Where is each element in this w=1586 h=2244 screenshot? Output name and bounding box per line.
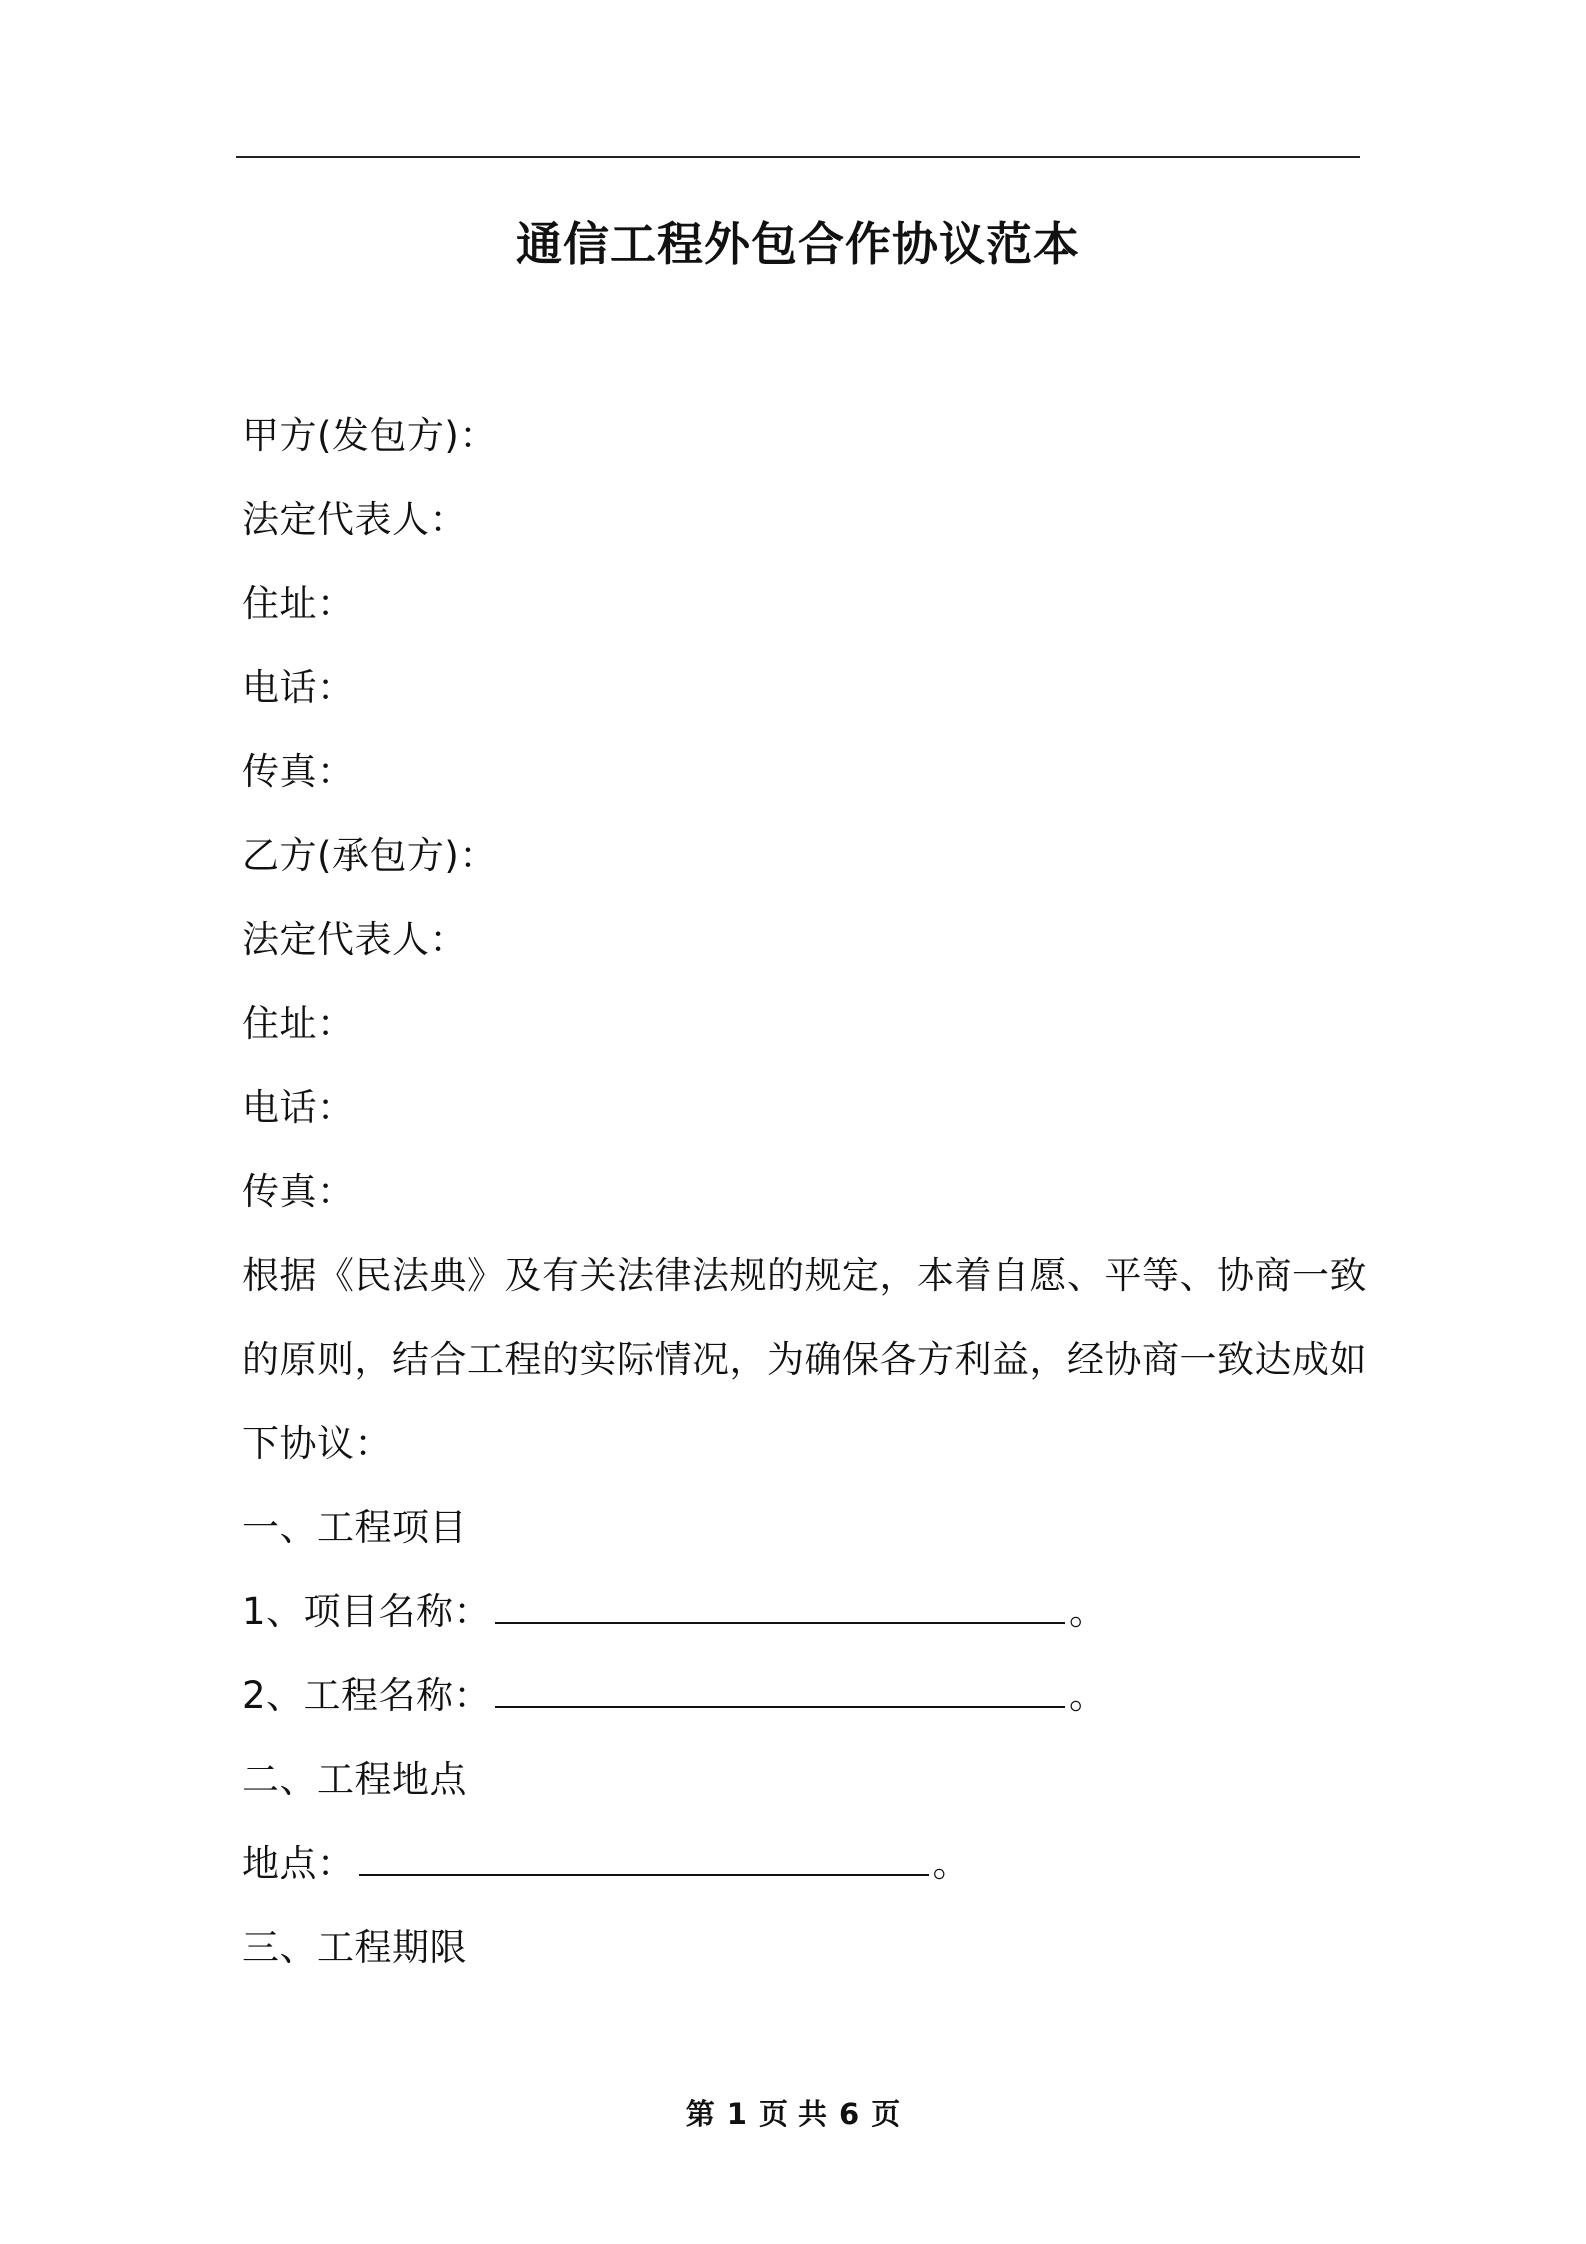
header-rule <box>236 156 1360 158</box>
engineering-name-row <box>242 1666 1107 1726</box>
party-b-representative: 法定代表人： <box>242 918 467 961</box>
preamble-line-3: 下协议： <box>242 1422 392 1465</box>
project-name-label: 1、项目名称： <box>242 1590 492 1633</box>
party-a-address: 住址： <box>242 582 355 625</box>
location-label: 地点： <box>242 1842 355 1885</box>
party-b-phone: 电话： <box>242 1086 355 1129</box>
party-a-representative: 法定代表人： <box>242 498 467 541</box>
page-footer <box>0 2094 1586 2134</box>
party-a-heading: 甲方(发包方)： <box>242 414 497 457</box>
location-row <box>242 1834 970 1894</box>
party-b-address: 住址： <box>242 1002 355 1045</box>
preamble-line-2: 的原则，结合工程的实际情况，为确保各方利益，经协商一致达成如 <box>242 1338 1367 1381</box>
party-b-fax: 传真： <box>242 1170 355 1213</box>
page-current: 1 <box>726 2097 747 2131</box>
project-name-row <box>242 1582 1107 1642</box>
engineering-name-blank[interactable] <box>495 1670 1065 1708</box>
party-a-fax: 传真： <box>242 750 355 793</box>
section-location-heading: 二、工程地点 <box>242 1758 467 1801</box>
party-a-phone: 电话： <box>242 666 355 709</box>
engineering-name-end-mark: 。 <box>1069 1674 1107 1717</box>
document-title: 通信工程外包合作协议范本 <box>516 217 1080 271</box>
section-term-heading: 三、工程期限 <box>242 1926 467 1969</box>
project-name-end-mark: 。 <box>1069 1590 1107 1633</box>
page-mid: 页 共 <box>758 2097 828 2131</box>
engineering-name-label: 2、工程名称： <box>242 1674 492 1717</box>
page-suffix: 页 <box>871 2097 901 2131</box>
page-prefix: 第 <box>685 2097 715 2131</box>
party-b-heading: 乙方(承包方)： <box>242 834 497 877</box>
section-project-heading: 一、工程项目 <box>242 1506 467 1549</box>
location-blank[interactable] <box>359 1838 929 1876</box>
location-end-mark: 。 <box>932 1842 970 1885</box>
preamble-line-1: 根据《民法典》及有关法律法规的规定，本着自愿、平等、协商一致 <box>242 1254 1367 1297</box>
project-name-blank[interactable] <box>495 1586 1065 1624</box>
page-total: 6 <box>839 2097 860 2131</box>
